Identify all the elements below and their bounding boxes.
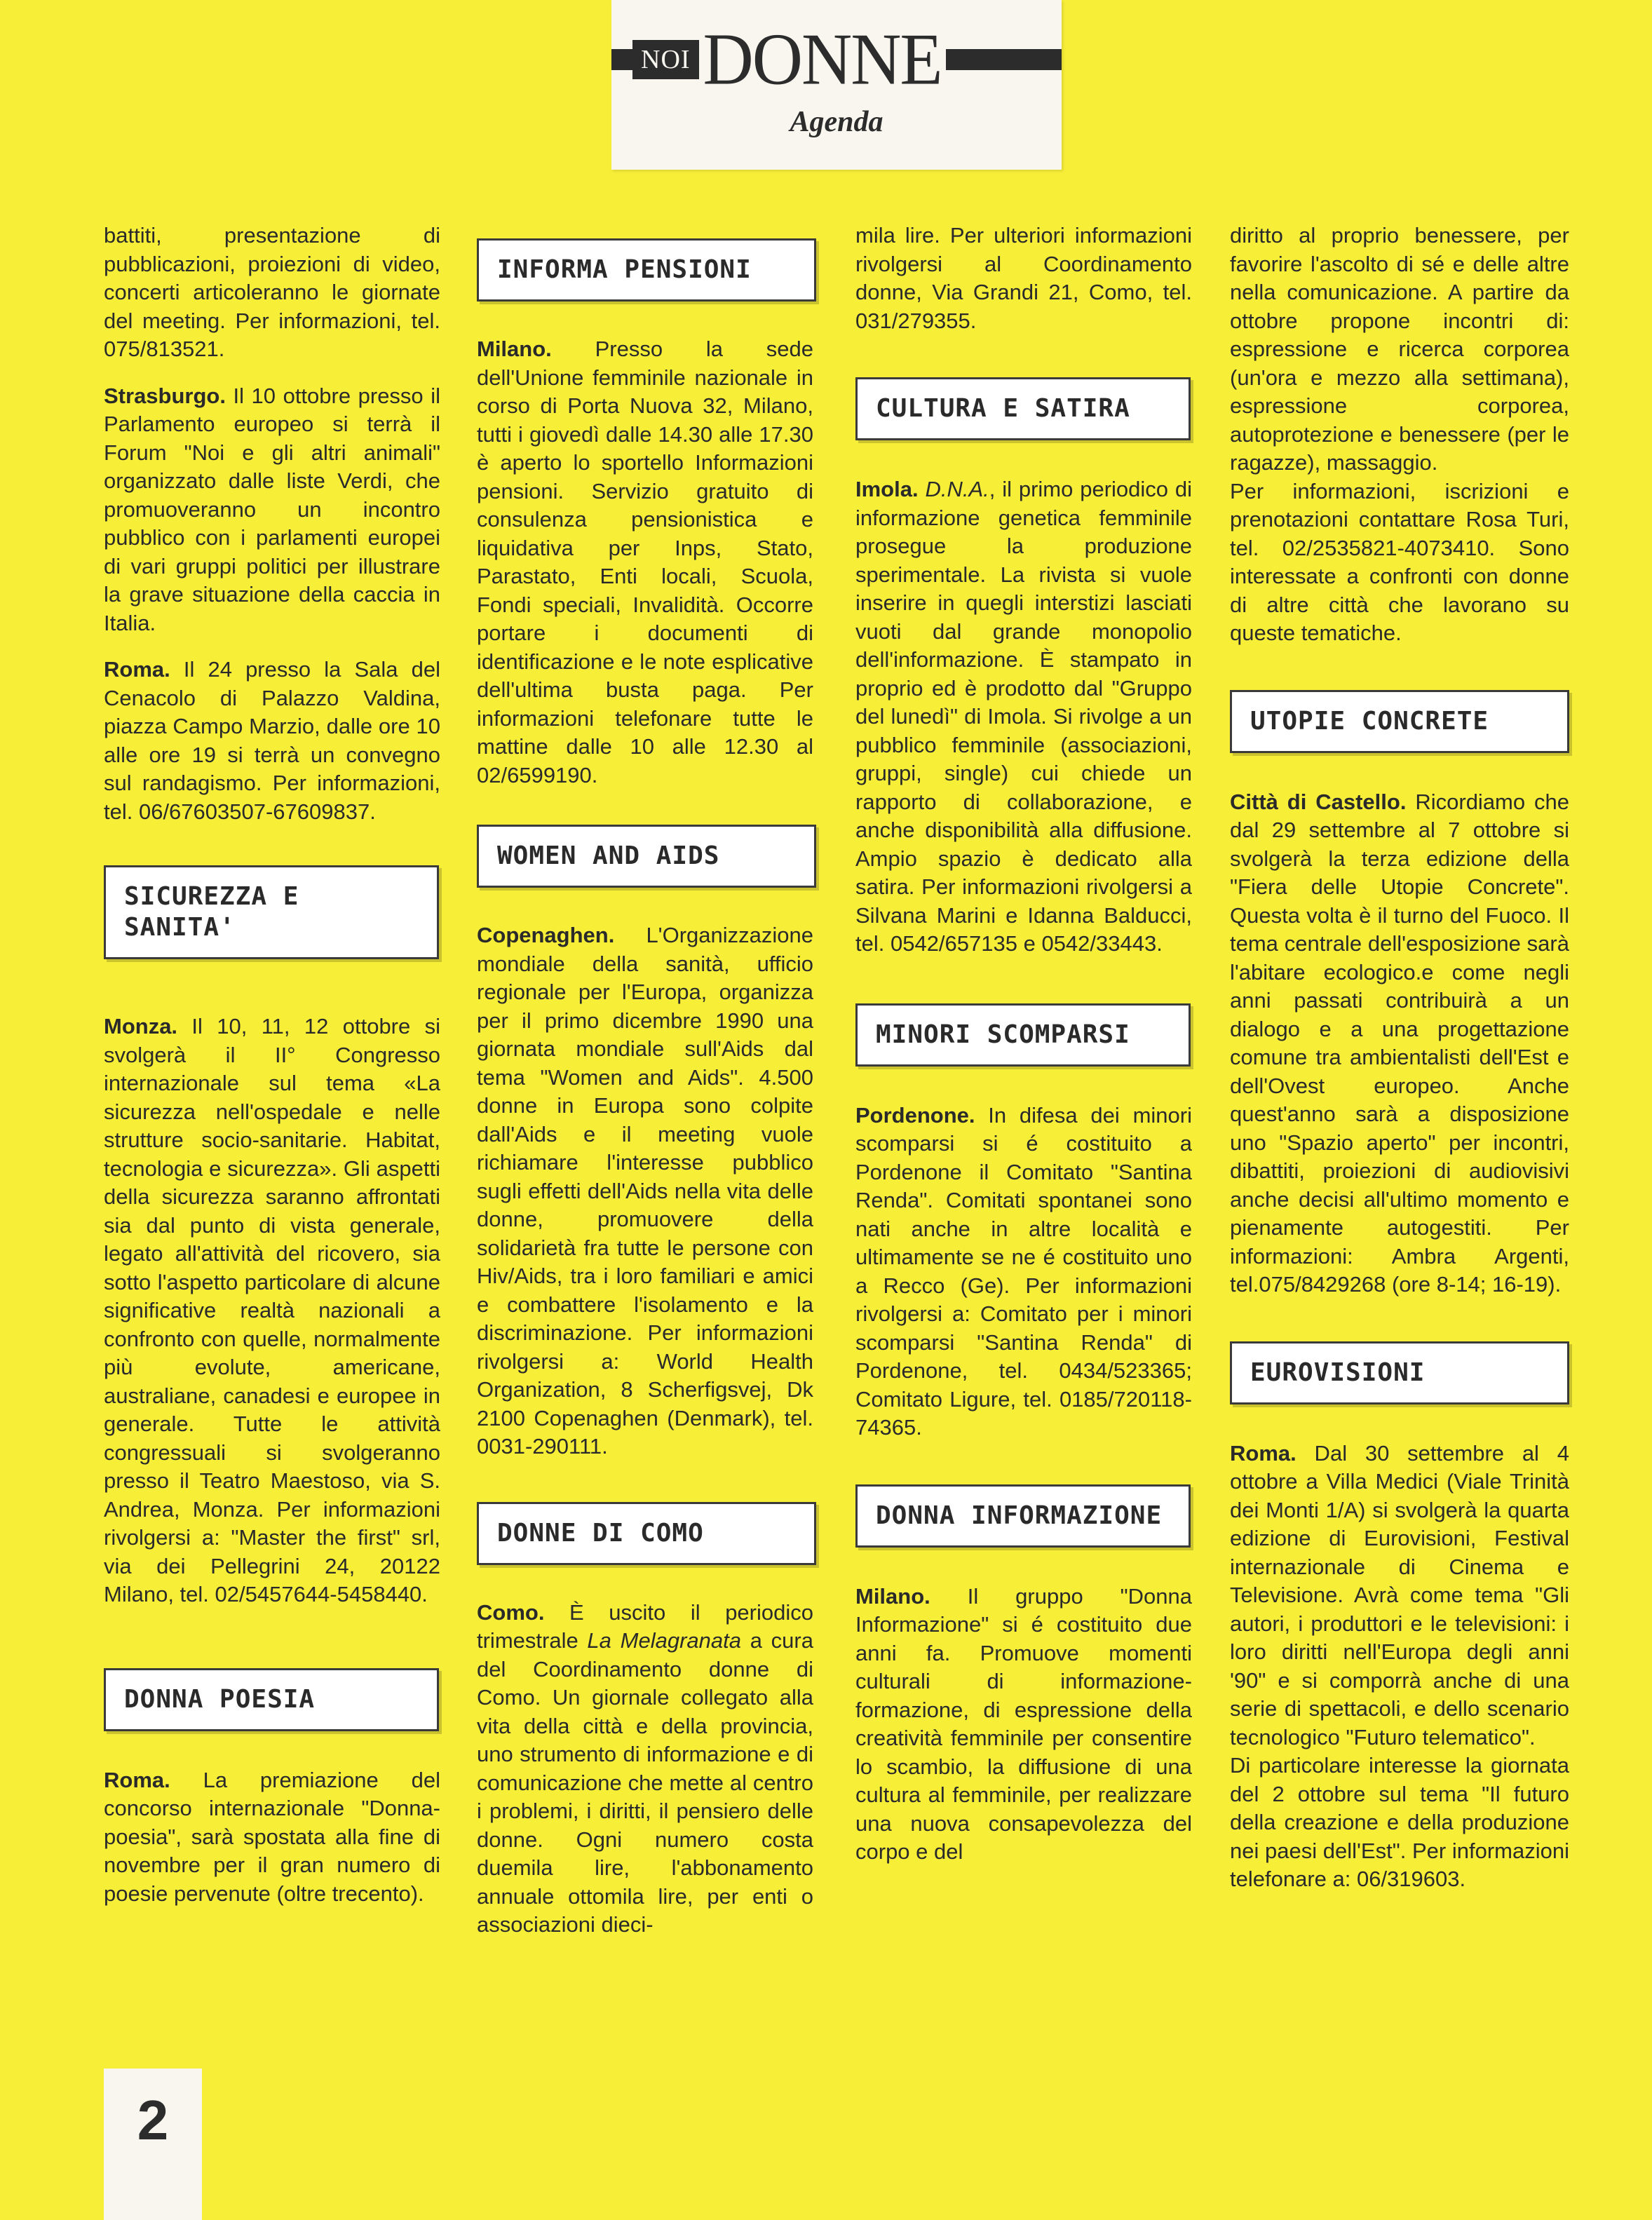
article-paragraph: Pordenone. In difesa dei minori scomparsi si é costituito a Pordenone il Comitato "Santina Renda". Comitati spontanei sono nati anche in altre località e ultimamente se ne é costituito uno a Recco (Ge). Per informazioni rivolgersi a: Comitato per i minori scomparsi "Santina Renda" di Pordenone, tel. 0434/523365; Comitato Ligure, tel. 0185/720118-74365. [855, 1102, 1192, 1440]
section-title: Agenda [790, 106, 883, 138]
section-heading-utopie-concrete: UTOPIE CONCRETE [1230, 690, 1569, 753]
article-paragraph: Imola. D.N.A., il primo periodico di informazione genetica femminile prosegue la produzione sperimentale. La rivista si vuole inserire in quegli interstizi lasciati vuoti dal grande monopolio dell'informazione. È stampato in proprio ed è prodotto dal "Gruppo del lunedì" di Imola. Si rivolge a un pubblico femminile (associazioni, gruppi, single) cui chiede un rapporto di collaborazione, e anche disponibilità alla diffusione. Ampio spazio è dedicato alla satira. Per informazioni rivolgersi a Silvana Marini e Idanna Balducci, tel. 0542/657135 e 0542/33443. [855, 477, 1192, 956]
article-paragraph: Como. È uscito il periodico trimestrale La Melagranata a cura del Coordinamento donne di Como. Un giornale collegato alla vita della città e della provincia, uno strumento di informazione e di comunicazione che mette al centro i problemi, i diritti, il pensiero delle donne. Ogni numero costa duemila lire, l'abbonamento annuale ottomila lire, per enti o associazioni dieci- [477, 1599, 813, 1937]
masthead-rule-right [946, 49, 1062, 70]
article-paragraph: Per informazioni, iscrizioni e prenotazioni contattare Rosa Turi, tel. 02/2535821-4073410. Sono interessate a confronti con donne di altre città che lavorano su queste tematiche. [1230, 478, 1569, 645]
article-paragraph: Strasburgo. Il 10 ottobre presso il Parlamento europeo si terrà il Forum "Noi e gli altri animali" organizzato dalle liste Verdi, che promuoveranno un incontro pubblico con i parlamenti europei di vari gruppi politici per illustrare la grave situazione della caccia in Italia. [104, 383, 440, 635]
article-paragraph: Roma. Dal 30 settembre al 4 ottobre a Villa Medici (Viale Trinità dei Monti 1/A) si svolgerà la quarta edizione di Eurovisioni, Festival internazionale di Cinema e Televisione. Avrà come tema "Gli autori, i produttori e le televisioni: i loro diritti nell'Europa degli anni '90" e si comporrà anche di una serie di spettacoli, e dello scenario tecnologico "Futuro telematico". [1230, 1440, 1569, 1749]
city-label: Roma. [104, 657, 170, 682]
section-heading-donne-di-como: DONNE DI COMO [477, 1502, 816, 1565]
masthead-noi: NOI [632, 40, 699, 79]
city-label: Pordenone. [855, 1102, 975, 1128]
article-paragraph: Roma. La premiazione del concorso internazionale "Donna-poesia", sarà spostata alla fine di novembre per il gran numero di poesie pervenute (oltre trecento). [104, 1767, 440, 1906]
section-heading-sicurezza-sanita: SICUREZZA E SANITA' [104, 865, 439, 959]
section-heading-cultura-satira: CULTURA E SATIRA [855, 377, 1191, 440]
city-label: Roma. [104, 1767, 170, 1792]
article-paragraph: Roma. Il 24 presso la Sala del Cenacolo di Palazzo Valdina, piazza Campo Marzio, dalle ore 10 alle ore 19 si terrà un convegno sul randagismo. Per informazioni, tel. 06/67603507-67609837. [104, 657, 440, 824]
section-heading-donna-poesia: DONNA POESIA [104, 1668, 439, 1731]
section-heading-eurovisioni: EUROVISIONI [1230, 1341, 1569, 1405]
section-heading-minori-scomparsi: MINORI SCOMPARSI [855, 1003, 1191, 1067]
city-label: Milano. [855, 1583, 930, 1609]
article-paragraph: Milano. Presso la sede dell'Unione femminile nazionale in corso di Porta Nuova 32, Milano, tutti i giovedì dalle 14.30 alle 17.30 è aperto lo sportello Informazioni pensioni. Servizio gratuito di consulenza pensionistica e liquidativa per Inps, Stato, Parastato, Enti locali, Scuola, Fondi speciali, Invalidità. Occorre portare i documenti di identificazione e le note esplicative dell'ultima busta paga. Per informazioni telefonare tutte le mattine dalle 10 alle 12.30 al 02/6599190. [477, 337, 813, 787]
city-label: Strasburgo. [104, 383, 226, 408]
column-2 [477, 238, 813, 1940]
city-label: Milano. [477, 337, 552, 361]
column-4 [1230, 222, 1569, 1894]
masthead-rule-left [611, 49, 632, 70]
article-paragraph: Monza. Il 10, 11, 12 ottobre si svolgerà il II° Congresso internazionale sul tema «La sicurezza nell'ospedale e nelle strutture socio-sanitarie. Habitat, tecnologia e sicurezza». Gli aspetti della sicurezza saranno affrontati sia dal punto di vista generale, legato all'attività del ricovero, sia sotto l'aspetto particolare di alcune significative realtà nazionali a confronto con quelle, normalmente più evolute, americane, australiane, canadesi e europee in generale. Tutte le attività congressuali si svolgeranno presso il Teatro Maestoso, via S. Andrea, Monza. Per informazioni rivolgersi a: "Master the first" srl, via dei Pellegrini 24, 20122 Milano, tel. 02/5457644-5458440. [104, 1014, 440, 1606]
page-number: 2 [104, 2069, 202, 2220]
masthead-logo [611, 18, 1062, 100]
article-paragraph: Città di Castello. Ricordiamo che dal 29 settembre al 7 ottobre si svolgerà la terza edizione della "Fiera delle Utopie Concrete". Questa volta è il turno del Fuoco. Il tema centrale dell'esposizione sarà l'abitare ecologico.e come negli anni passati contribuirà a un dialogo e a una progettazione comune tra ambientalisti dell'Est e dell'Ovest europeo. Anche quest'anno sarà a disposizione uno "Spazio aperto" per incontri, dibattiti, proiezioni di audiovisivi anche decisi all'ultimo momento e pienamente autogestiti. Per informazioni: Ambra Argenti, tel.075/8429268 (ore 8-14; 16-19). [1230, 789, 1570, 1297]
column-1 [104, 222, 440, 1908]
city-label: Copenaghen. [477, 923, 615, 947]
masthead-donne: DONNE [703, 18, 942, 100]
city-label: Como. [477, 1599, 545, 1625]
city-label: Monza. [104, 1014, 178, 1038]
section-heading-women-and-aids: WOMEN AND AIDS [477, 825, 816, 888]
section-heading-donna-informazione: DONNA INFORMAZIONE [855, 1484, 1191, 1548]
article-paragraph: battiti, presentazione di pubblicazioni, proiezioni di video, concerti articoleranno le giornate del meeting. Per informazioni, tel. 075/813521. [104, 223, 440, 361]
section-heading-informa-pensioni: INFORMA PENSIONI [477, 238, 816, 302]
column-3 [855, 222, 1192, 1867]
article-paragraph: mila lire. Per ulteriori informazioni rivolgersi al Coordinamento donne, Via Grandi 21, Como, tel. 031/279355. [855, 223, 1192, 333]
article-paragraph: Copenaghen. L'Organizzazione mondiale della sanità, ufficio regionale per l'Europa, organizza per il primo dicembre 1990 una giornata mondiale sull'Aids dal tema "Women and Aids". 4.500 donne in Europa sono colpite dall'Aids e il meeting vuole richiamare l'interesse pubblico sugli effetti dell'Aids nella vita delle donne, promuovere della solidarietà fra tutte le persone con Hiv/Aids, tra i loro familiari e amici e combattere l'isolamento e la discriminazione. Per informazioni rivolgersi a: World Health Organization, 8 Scherfigsvej, Dk 2100 Copenaghen (Denmark), tel. 0031-290111. [477, 923, 813, 1458]
periodical-title: La Melagranata [587, 1628, 741, 1653]
city-label: Imola. [855, 477, 919, 501]
periodical-title: D.N.A. [918, 477, 989, 501]
city-label: Città di Castello. [1230, 789, 1407, 814]
article-paragraph: diritto al proprio benessere, per favorire l'ascolto di sé e delle altre nella comunicazione. A partire da ottobre propone incontri di: espressione e ricerca corporea (un'ora e mezzo alla settimana), espressione corporea, autoprotezione e benessere (per le ragazze), massaggio. [1230, 223, 1569, 475]
article-paragraph: Di particolare interesse la giornata del 2 ottobre sul tema "Il futuro della creazione e della produzione nei paesi dell'Est". Per informazioni telefonare a: 06/319603. [1230, 1753, 1569, 1891]
article-paragraph: Milano. Il gruppo "Donna Informazione" si é costituito due anni fa. Promuove momenti culturali di informazione-formazione, di espressione della creatività femminile per consentire lo scambio, la diffusione di una cultura al femminile, per realizzare una nuova consapevolezza del corpo e del [855, 1583, 1192, 1864]
city-label: Roma. [1230, 1440, 1296, 1466]
masthead [611, 0, 1062, 170]
